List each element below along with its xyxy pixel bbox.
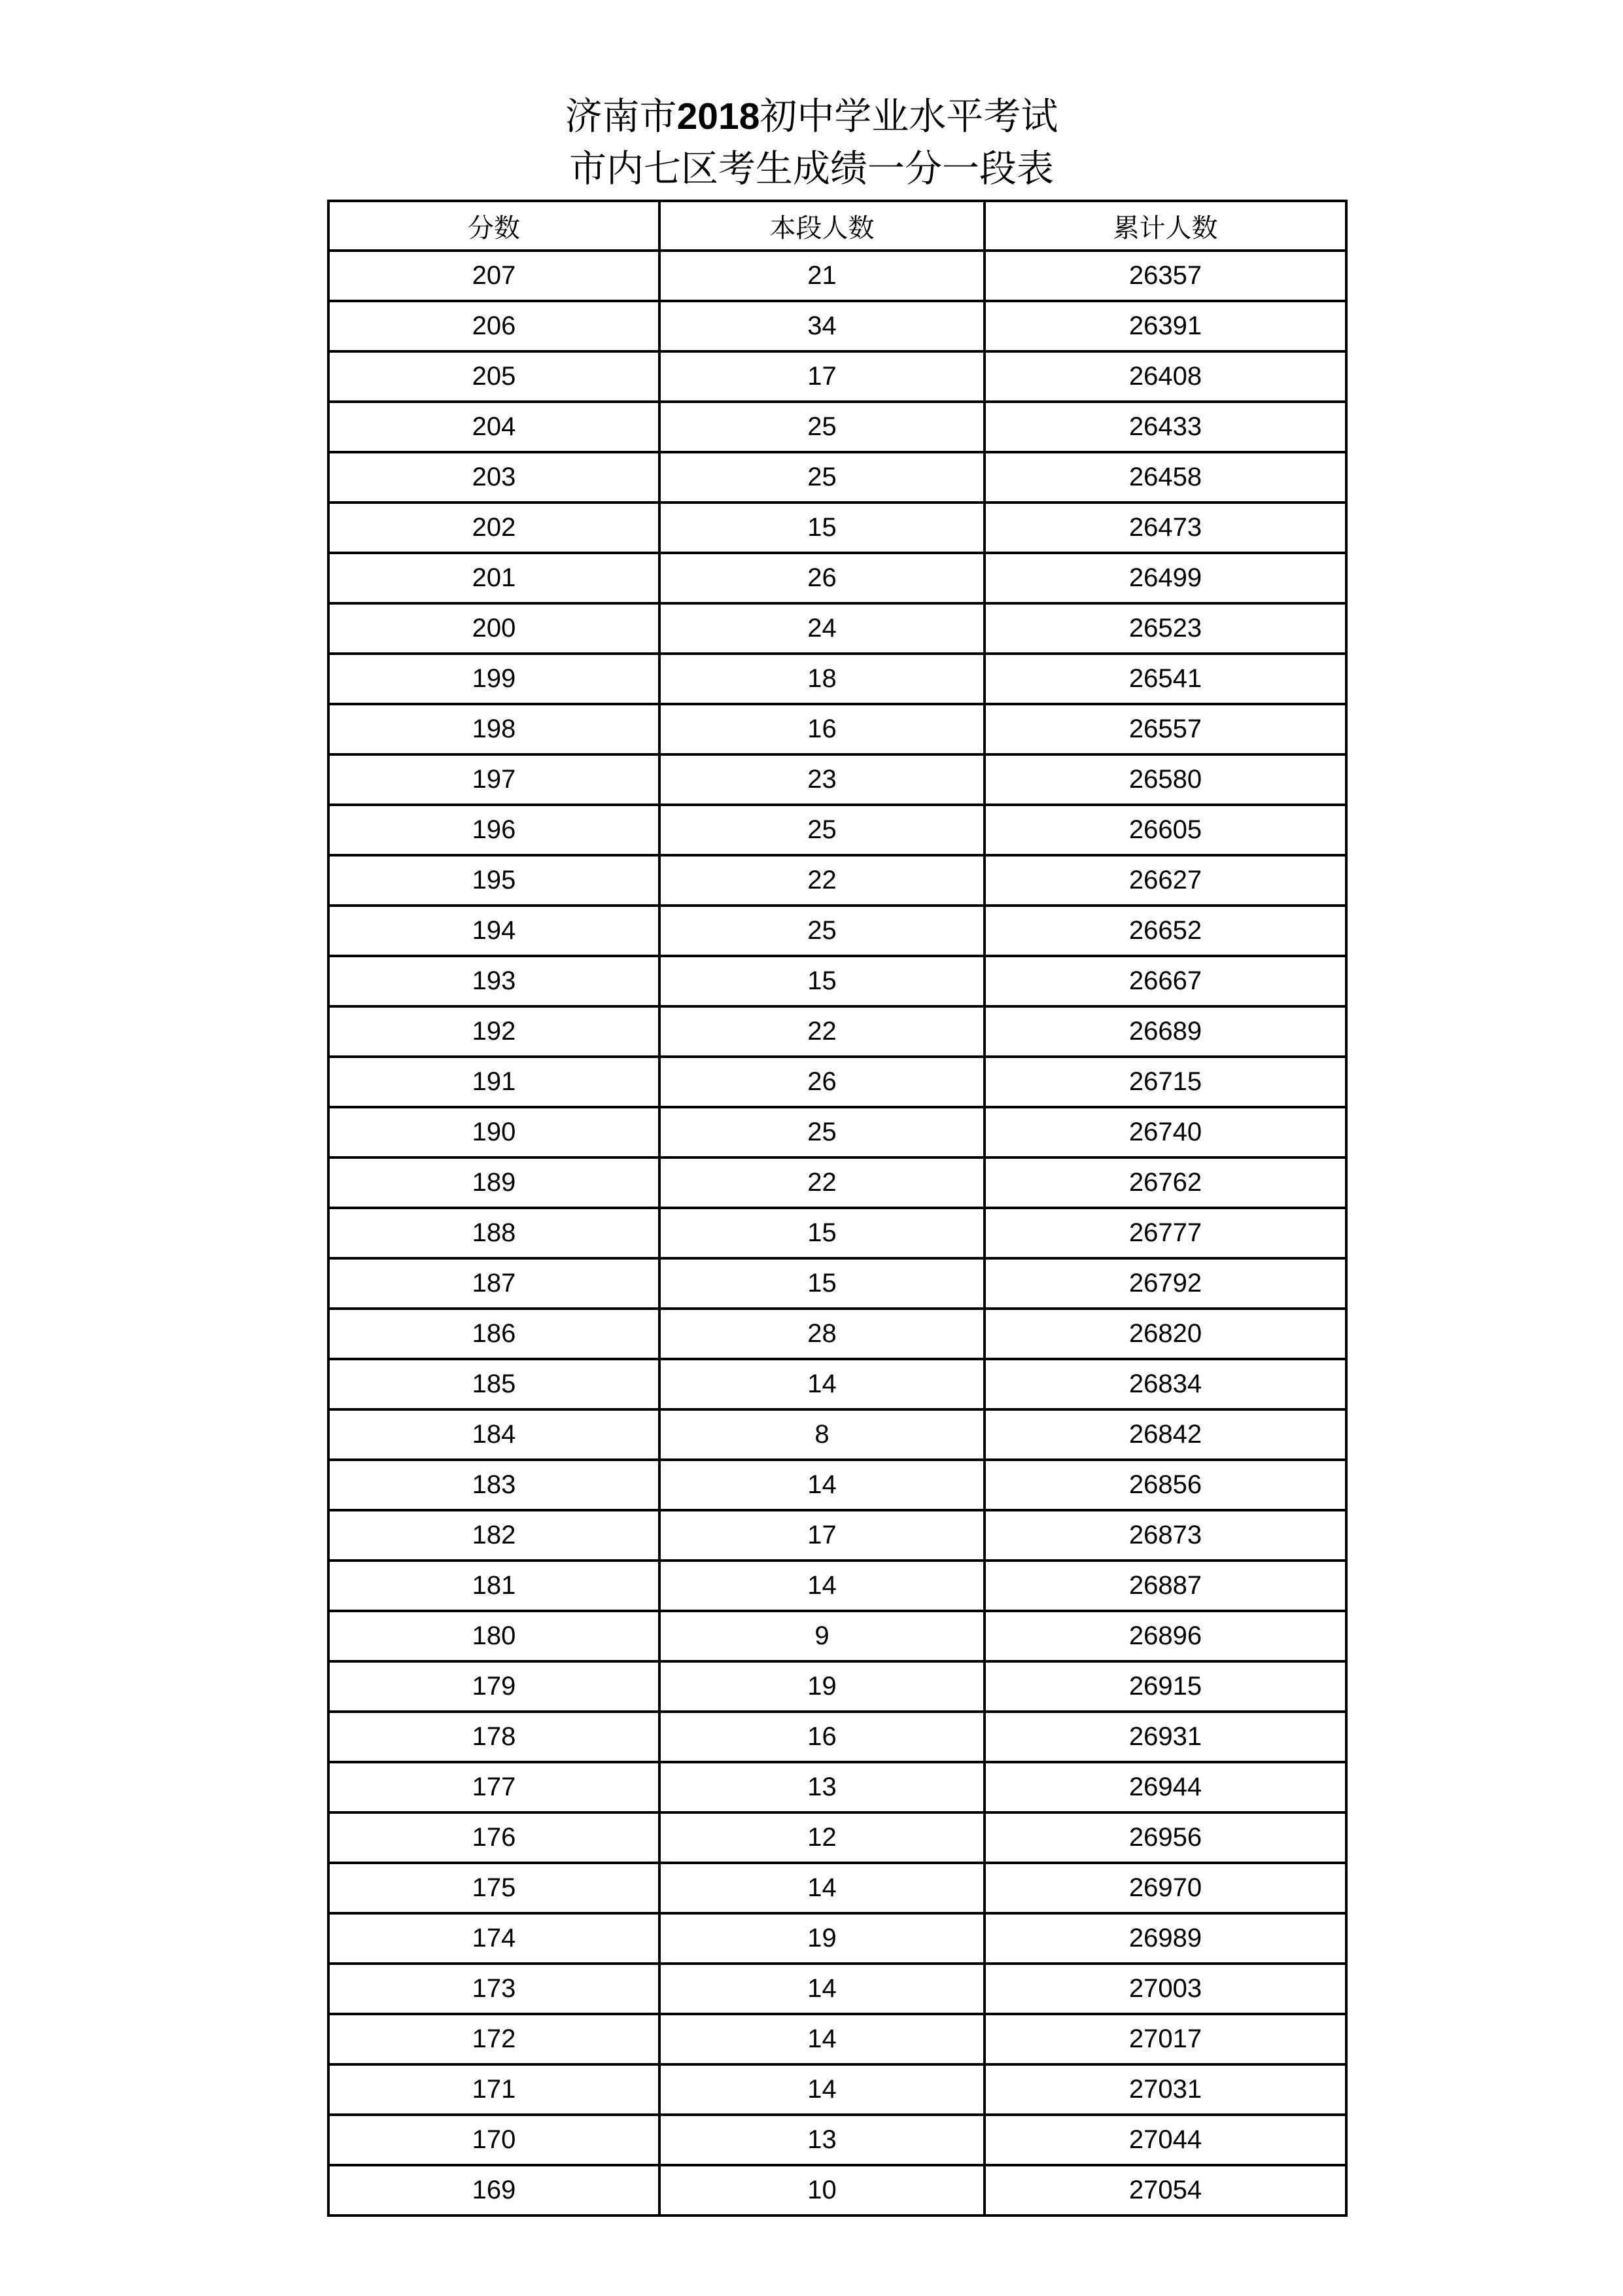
cell-cumulative-count: 26391 — [985, 301, 1346, 351]
score-distribution-table — [327, 200, 1348, 2217]
cell-cumulative-count: 26689 — [985, 1006, 1346, 1057]
cell-score: 171 — [328, 2064, 659, 2115]
cell-score: 196 — [328, 805, 659, 855]
table-row — [328, 1510, 1346, 1561]
table-row — [328, 1409, 1346, 1460]
cell-cumulative-count: 26931 — [985, 1712, 1346, 1762]
cell-cumulative-count: 26740 — [985, 1107, 1346, 1157]
cell-score: 178 — [328, 1712, 659, 1762]
title-year: 2018 — [676, 96, 760, 137]
table-row — [328, 654, 1346, 704]
cell-score: 193 — [328, 956, 659, 1006]
cell-cumulative-count: 26408 — [985, 351, 1346, 402]
cell-cumulative-count: 26667 — [985, 956, 1346, 1006]
cell-score: 191 — [328, 1057, 659, 1107]
cell-score: 180 — [328, 1611, 659, 1661]
cell-cumulative-count: 26557 — [985, 704, 1346, 754]
table-row — [328, 1157, 1346, 1208]
cell-segment-count: 17 — [659, 351, 985, 402]
cell-cumulative-count: 26777 — [985, 1208, 1346, 1258]
cell-segment-count: 13 — [659, 2115, 985, 2165]
cell-score: 184 — [328, 1409, 659, 1460]
table-row — [328, 351, 1346, 402]
cell-score: 203 — [328, 452, 659, 503]
cell-cumulative-count: 26887 — [985, 1561, 1346, 1611]
header-segment-count: 本段人数 — [659, 201, 985, 251]
cell-segment-count: 15 — [659, 1208, 985, 1258]
cell-cumulative-count: 26627 — [985, 855, 1346, 906]
table-row — [328, 855, 1346, 906]
table-header-row — [328, 201, 1346, 251]
cell-cumulative-count: 26856 — [985, 1460, 1346, 1510]
cell-segment-count: 18 — [659, 654, 985, 704]
cell-cumulative-count: 26605 — [985, 805, 1346, 855]
cell-segment-count: 25 — [659, 402, 985, 452]
cell-score: 182 — [328, 1510, 659, 1561]
cell-score: 204 — [328, 402, 659, 452]
header-score: 分数 — [328, 201, 659, 251]
cell-segment-count: 25 — [659, 906, 985, 956]
cell-segment-count: 15 — [659, 503, 985, 553]
table-row — [328, 805, 1346, 855]
cell-score: 170 — [328, 2115, 659, 2165]
table-row — [328, 2115, 1346, 2165]
table-row — [328, 1913, 1346, 1964]
header-cumulative-count: 累计人数 — [985, 201, 1346, 251]
table-row — [328, 1006, 1346, 1057]
cell-cumulative-count: 26523 — [985, 603, 1346, 654]
table-row — [328, 1812, 1346, 1863]
cell-cumulative-count: 26541 — [985, 654, 1346, 704]
cell-cumulative-count: 26834 — [985, 1359, 1346, 1409]
cell-segment-count: 25 — [659, 805, 985, 855]
cell-cumulative-count: 27017 — [985, 2014, 1346, 2064]
cell-score: 199 — [328, 654, 659, 704]
cell-segment-count: 14 — [659, 2064, 985, 2115]
table-row — [328, 402, 1346, 452]
cell-score: 172 — [328, 2014, 659, 2064]
title-city: 济南市 — [565, 95, 677, 138]
table-row — [328, 704, 1346, 754]
cell-segment-count: 26 — [659, 1057, 985, 1107]
table-row — [328, 1309, 1346, 1359]
table-row — [328, 452, 1346, 503]
table-row — [328, 1964, 1346, 2014]
cell-segment-count: 14 — [659, 1460, 985, 1510]
title-line-2: 市内七区考生成绩一分一段表 — [569, 147, 1054, 190]
cell-segment-count: 19 — [659, 1661, 985, 1712]
table-row — [328, 251, 1346, 301]
cell-cumulative-count: 26433 — [985, 402, 1346, 452]
table-row — [328, 1863, 1346, 1913]
title-exam: 初中学业水平考试 — [759, 95, 1058, 138]
cell-segment-count: 25 — [659, 452, 985, 503]
table-row — [328, 1208, 1346, 1258]
cell-segment-count: 14 — [659, 1359, 985, 1409]
cell-segment-count: 8 — [659, 1409, 985, 1460]
cell-segment-count: 25 — [659, 1107, 985, 1157]
cell-score: 179 — [328, 1661, 659, 1712]
cell-segment-count: 12 — [659, 1812, 985, 1863]
cell-segment-count: 14 — [659, 2014, 985, 2064]
table-row — [328, 2014, 1346, 2064]
table-row — [328, 2165, 1346, 2216]
cell-score: 169 — [328, 2165, 659, 2216]
cell-segment-count: 13 — [659, 1762, 985, 1812]
table-row — [328, 1057, 1346, 1107]
table-row — [328, 1661, 1346, 1712]
table-row — [328, 603, 1346, 654]
cell-score: 183 — [328, 1460, 659, 1510]
cell-cumulative-count: 26715 — [985, 1057, 1346, 1107]
cell-cumulative-count: 26357 — [985, 251, 1346, 301]
cell-cumulative-count: 26956 — [985, 1812, 1346, 1863]
table-row — [328, 1762, 1346, 1812]
cell-cumulative-count: 26944 — [985, 1762, 1346, 1812]
cell-segment-count: 9 — [659, 1611, 985, 1661]
cell-segment-count: 34 — [659, 301, 985, 351]
cell-segment-count: 23 — [659, 754, 985, 805]
table-row — [328, 1107, 1346, 1157]
cell-cumulative-count: 26762 — [985, 1157, 1346, 1208]
cell-segment-count: 16 — [659, 1712, 985, 1762]
table-row — [328, 1258, 1346, 1309]
table-row — [328, 553, 1346, 603]
cell-score: 185 — [328, 1359, 659, 1409]
table-row — [328, 301, 1346, 351]
cell-segment-count: 15 — [659, 1258, 985, 1309]
title-line-1 — [0, 90, 1623, 143]
table-row — [328, 956, 1346, 1006]
table-body — [328, 251, 1346, 2216]
cell-cumulative-count: 26473 — [985, 503, 1346, 553]
cell-segment-count: 22 — [659, 1157, 985, 1208]
cell-cumulative-count: 27054 — [985, 2165, 1346, 2216]
cell-cumulative-count: 26652 — [985, 906, 1346, 956]
cell-segment-count: 19 — [659, 1913, 985, 1964]
cell-cumulative-count: 26989 — [985, 1913, 1346, 1964]
cell-score: 207 — [328, 251, 659, 301]
cell-cumulative-count: 26499 — [985, 553, 1346, 603]
cell-cumulative-count: 26873 — [985, 1510, 1346, 1561]
table-row — [328, 754, 1346, 805]
cell-segment-count: 24 — [659, 603, 985, 654]
cell-score: 200 — [328, 603, 659, 654]
cell-score: 197 — [328, 754, 659, 805]
cell-cumulative-count: 26896 — [985, 1611, 1346, 1661]
cell-score: 176 — [328, 1812, 659, 1863]
cell-cumulative-count: 26842 — [985, 1409, 1346, 1460]
cell-score: 187 — [328, 1258, 659, 1309]
cell-score: 173 — [328, 1964, 659, 2014]
cell-segment-count: 28 — [659, 1309, 985, 1359]
cell-cumulative-count: 26580 — [985, 754, 1346, 805]
cell-segment-count: 21 — [659, 251, 985, 301]
table-row — [328, 2064, 1346, 2115]
cell-score: 192 — [328, 1006, 659, 1057]
cell-score: 181 — [328, 1561, 659, 1611]
cell-segment-count: 16 — [659, 704, 985, 754]
table-row — [328, 906, 1346, 956]
cell-segment-count: 15 — [659, 956, 985, 1006]
cell-cumulative-count: 26820 — [985, 1309, 1346, 1359]
table-row — [328, 1712, 1346, 1762]
cell-segment-count: 22 — [659, 855, 985, 906]
table-row — [328, 1561, 1346, 1611]
cell-cumulative-count: 26792 — [985, 1258, 1346, 1309]
cell-segment-count: 14 — [659, 1863, 985, 1913]
cell-score: 177 — [328, 1762, 659, 1812]
cell-score: 195 — [328, 855, 659, 906]
table-row — [328, 1611, 1346, 1661]
document-title — [0, 90, 1623, 195]
cell-score: 198 — [328, 704, 659, 754]
cell-score: 186 — [328, 1309, 659, 1359]
cell-score: 206 — [328, 301, 659, 351]
cell-score: 202 — [328, 503, 659, 553]
table-row — [328, 1460, 1346, 1510]
cell-score: 194 — [328, 906, 659, 956]
cell-cumulative-count: 27031 — [985, 2064, 1346, 2115]
table-row — [328, 1359, 1346, 1409]
cell-score: 188 — [328, 1208, 659, 1258]
cell-segment-count: 17 — [659, 1510, 985, 1561]
cell-score: 201 — [328, 553, 659, 603]
cell-cumulative-count: 26970 — [985, 1863, 1346, 1913]
cell-segment-count: 10 — [659, 2165, 985, 2216]
cell-cumulative-count: 27003 — [985, 1964, 1346, 2014]
table-row — [328, 503, 1346, 553]
cell-segment-count: 14 — [659, 1561, 985, 1611]
cell-segment-count: 14 — [659, 1964, 985, 2014]
cell-cumulative-count: 26915 — [985, 1661, 1346, 1712]
cell-cumulative-count: 26458 — [985, 452, 1346, 503]
cell-score: 190 — [328, 1107, 659, 1157]
cell-score: 175 — [328, 1863, 659, 1913]
cell-cumulative-count: 27044 — [985, 2115, 1346, 2165]
cell-score: 205 — [328, 351, 659, 402]
cell-score: 189 — [328, 1157, 659, 1208]
cell-segment-count: 26 — [659, 553, 985, 603]
cell-segment-count: 22 — [659, 1006, 985, 1057]
cell-score: 174 — [328, 1913, 659, 1964]
